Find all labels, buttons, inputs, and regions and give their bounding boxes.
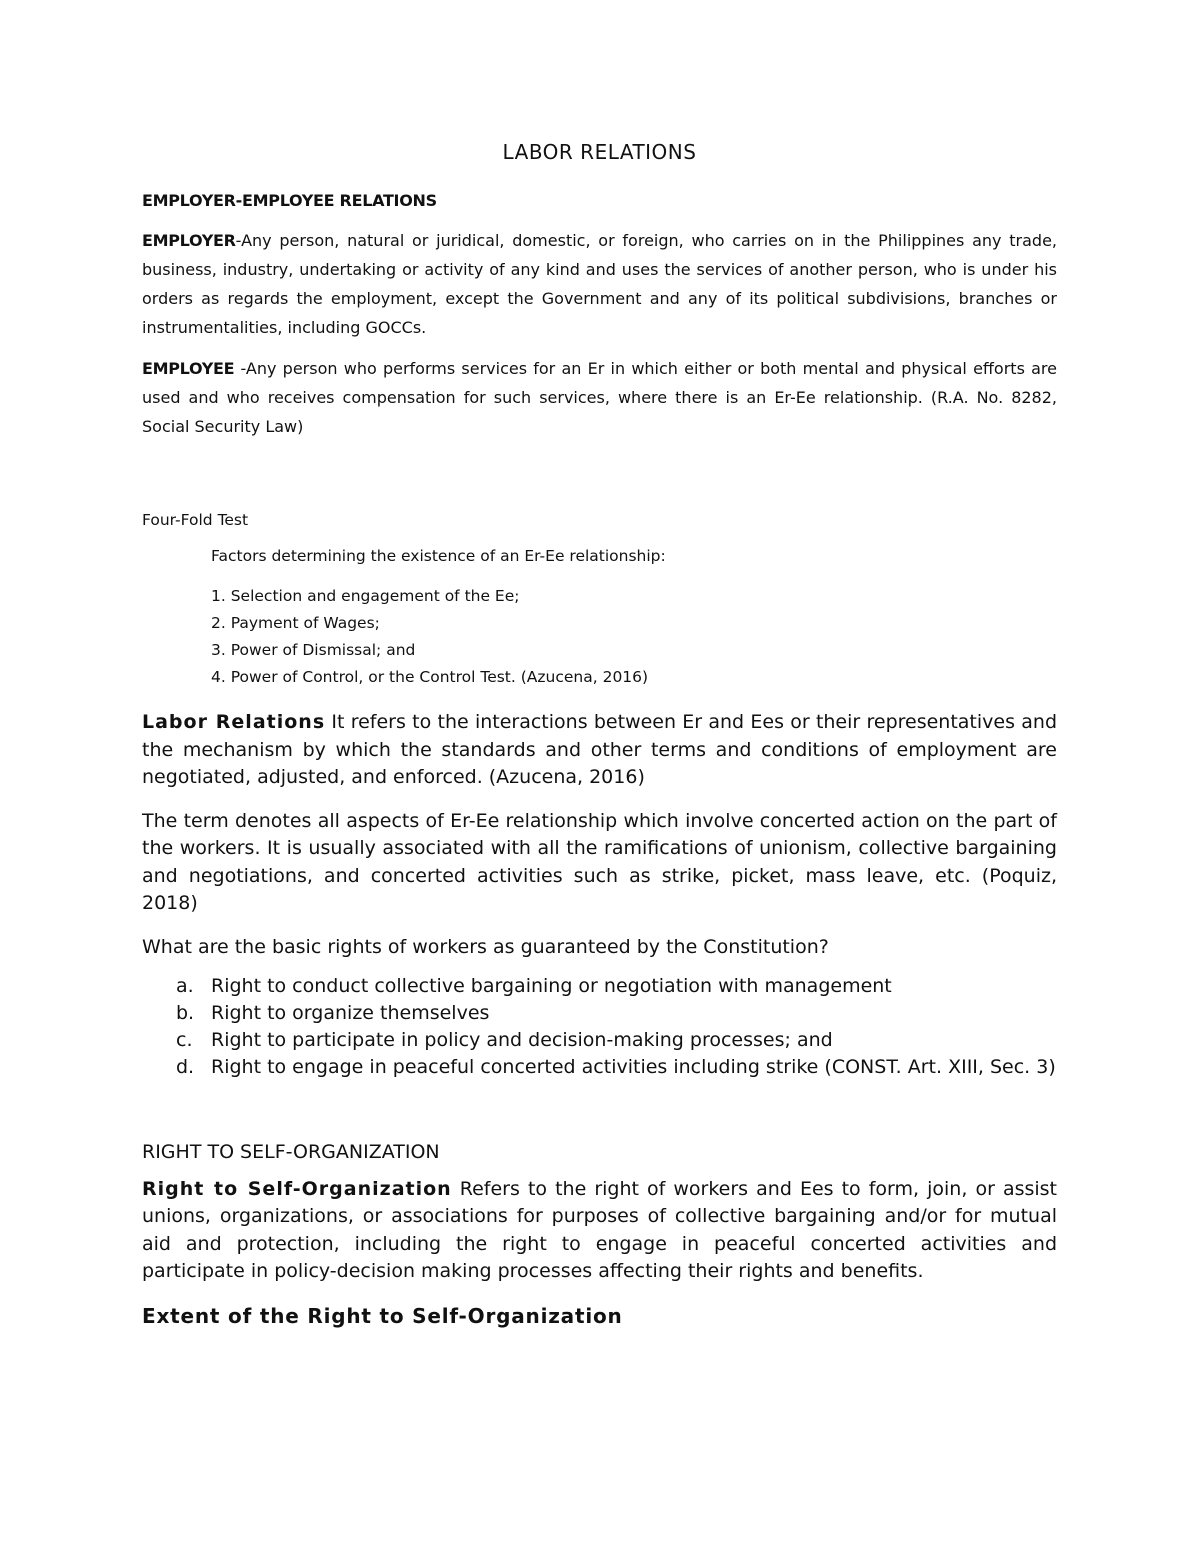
document-title: LABOR RELATIONS (502, 140, 697, 164)
list-marker: c. (176, 1028, 193, 1051)
employer-term: EMPLOYER (142, 231, 236, 250)
extent-heading: Extent of the Right to Self-Organization (142, 1303, 623, 1328)
employer-definition (142, 226, 1057, 342)
list-item: 3. Power of Dismissal; and (211, 641, 416, 659)
list-item (176, 1027, 1057, 1054)
document-content (142, 140, 1057, 1328)
rights-question: What are the basic rights of workers as guaranteed by the Constitution? (142, 935, 829, 958)
employee-definition (142, 354, 1057, 441)
employer-text: -Any person, natural or juridical, domestic, or foreign, who carries on in the Philippines any trade, business, industry, undertaking or activity of any kind and uses the services of another person, who is under his orders as regards the employment, except the Government and any of its political subdivisions, branches or instrumentalities, including GOCCs. (142, 231, 1057, 337)
list-item: 1. Selection and engagement of the Ee; (211, 587, 520, 605)
four-fold-test-label: Four-Fold Test (142, 511, 249, 529)
self-organization-text: Refers to the right of workers and Ees to form, join, or assist unions, organizations, or associations for purposes of collective bargaining and/or for mutual aid and protection, including the right to engage in peaceful concerted activities and participate in policy-decision making processes affecting their rights and benefits. (142, 1177, 1058, 1282)
list-item: 2. Payment of Wages; (211, 614, 380, 632)
factors-intro: Factors determining the existence of an Er-Ee relationship: (211, 547, 666, 565)
employee-term: EMPLOYEE (142, 359, 235, 378)
list-item (176, 1000, 1057, 1027)
four-fold-list (211, 583, 1057, 691)
list-marker: a. (176, 974, 194, 997)
employee-text: -Any person who performs services for an Er in which either or both mental and physical efforts are used and who receives compensation for such services, where there is an Er-Ee relationship. (R.A. No. 8282, Social Security Law) (142, 359, 1057, 436)
section-heading-er-ee: EMPLOYER-EMPLOYEE RELATIONS (142, 191, 437, 210)
list-marker: b. (176, 1001, 195, 1024)
self-organization-term: Right to Self-Organization (142, 1177, 452, 1200)
labor-relations-text: It refers to the interactions between Er and Ees or their representatives and the mechanism by which the standards and other terms and conditions of employment are negotiated, adjusted, and enforced. (Azucena, 2016) (142, 711, 1058, 788)
rights-list (142, 973, 1057, 1081)
four-fold-block (211, 547, 1057, 691)
labor-relations-term: Labor Relations (142, 711, 326, 733)
list-text: Right to conduct collective bargaining or negotiation with management (211, 974, 892, 997)
list-marker: d. (176, 1055, 195, 1078)
self-organization-definition (142, 1176, 1057, 1286)
list-text: Right to organize themselves (211, 1001, 490, 1024)
list-text: Right to engage in peaceful concerted activities including strike (CONST. Art. XIII, Sec. 3) (211, 1055, 1056, 1078)
self-organization-heading: RIGHT TO SELF-ORGANIZATION (142, 1140, 440, 1163)
term-denotes-paragraph: The term denotes all aspects of Er-Ee relationship which involve concerted action on the part of the workers. It is usually associated with all the ramifications of unionism, collective bargaining and negotiations, and concerted activities such as strike, picket, mass leave, etc. (Poquiz, 2018) (142, 809, 1057, 914)
list-item (176, 1054, 1057, 1081)
list-text: Right to participate in policy and decision-making processes; and (211, 1028, 833, 1051)
list-item: 4. Power of Control, or the Control Test. (Azucena, 2016) (211, 668, 649, 686)
labor-relations-definition (142, 709, 1057, 792)
list-item (176, 973, 1057, 1000)
